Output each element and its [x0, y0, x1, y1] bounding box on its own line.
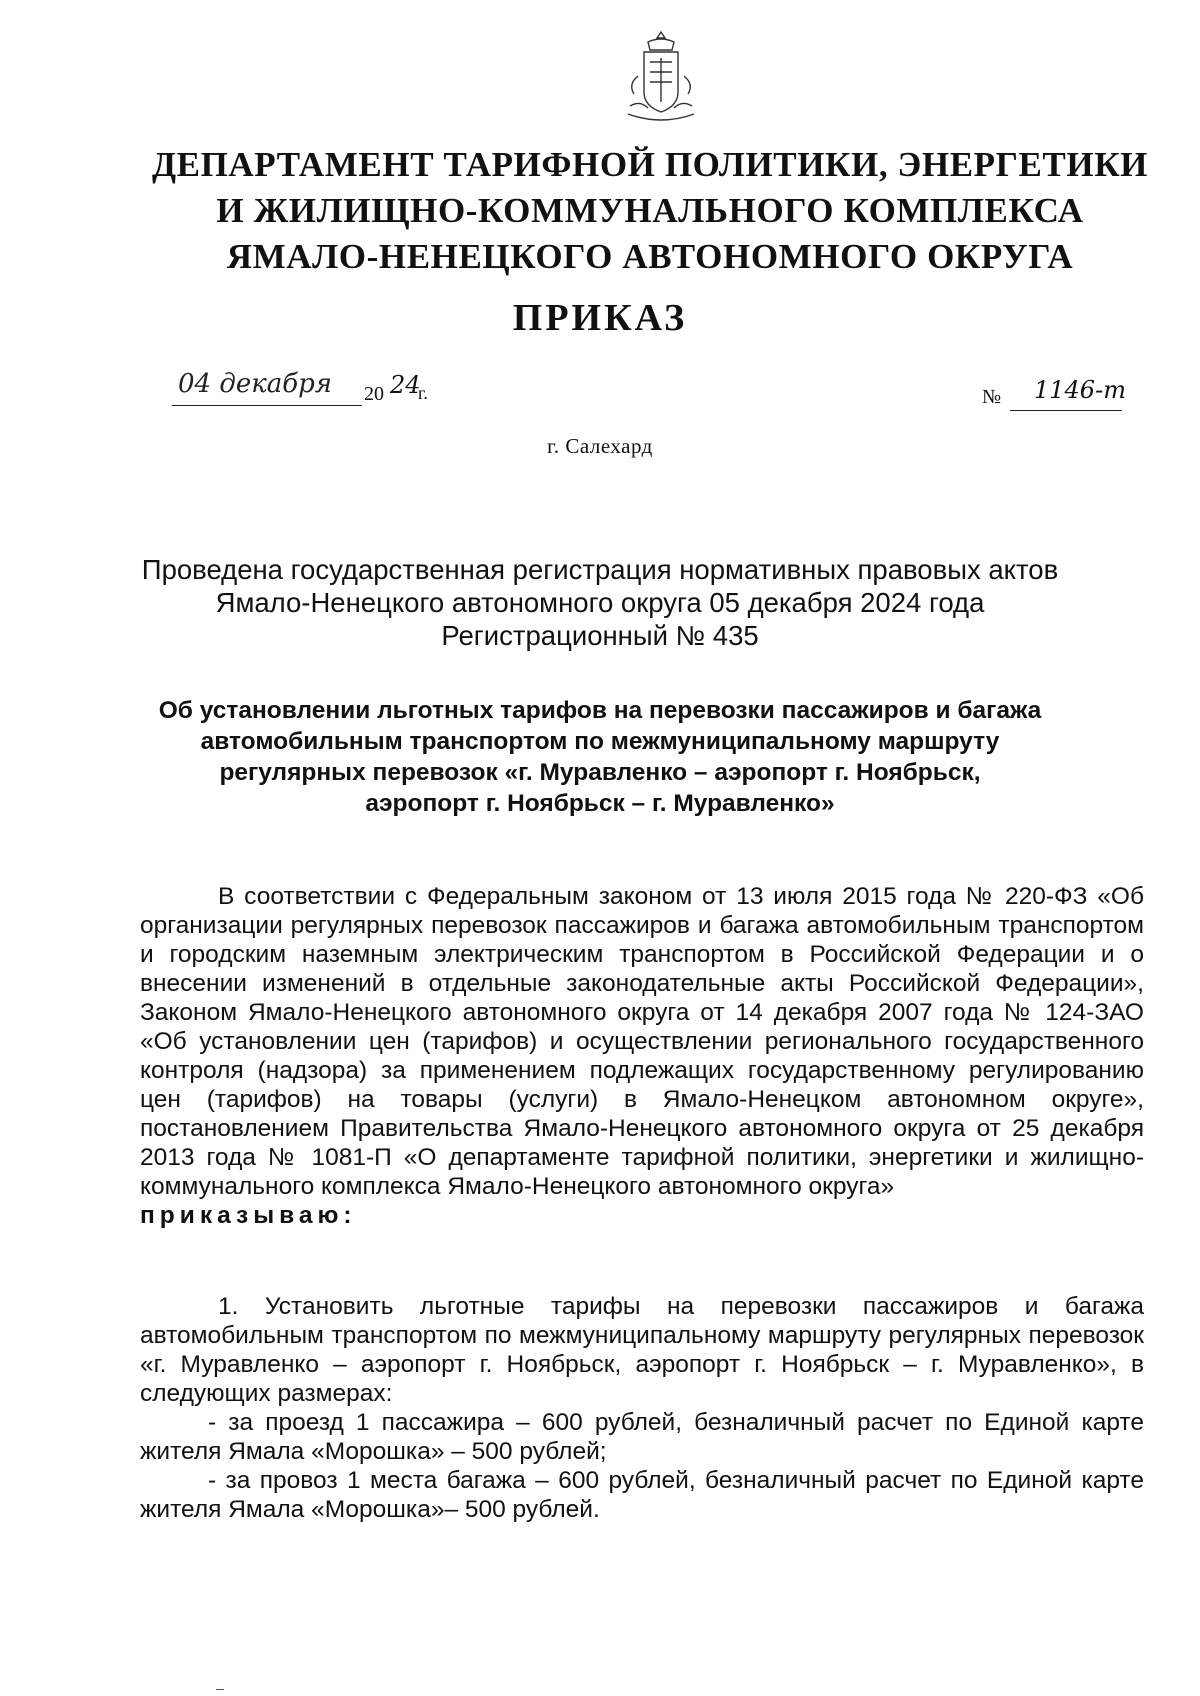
registration-line-1: Проведена государственная регистрация нормативных правовых актов — [141, 554, 1059, 585]
department-line-3: ЯМАЛО-НЕНЕЦКОГО АВТОНОМНОГО ОКРУГА — [226, 237, 1074, 276]
order-word: приказываю: — [140, 1202, 357, 1229]
item-1-text: 1. Установить льготные тарифы на перевозки пассажиров и багажа автомобильным транспортом по межмуниципальному маршруту регулярных перевозок «г. Муравленко – аэропорт г. Ноябрьск, аэропорт г. Ноябрьск – г. Муравленко», в следующих размерах: — [140, 1293, 1144, 1407]
handwritten-year: 24 — [390, 371, 421, 399]
footer-mark: – — [216, 1680, 224, 1696]
document-type-heading: ПРИКАЗ — [512, 297, 688, 339]
number-underline — [1010, 410, 1122, 411]
coat-of-arms-emblem — [620, 28, 702, 128]
registration-line-3: Регистрационный № 435 — [441, 620, 759, 651]
handwritten-number: 1146-т — [1034, 376, 1126, 404]
tariff-passenger: - за проезд 1 пассажира – 600 рублей, безналичный расчет по Единой карте жителя Ямала «Морошка» – 500 рублей; — [140, 1409, 1144, 1465]
number-sign: № — [982, 386, 1002, 408]
preamble-paragraph — [140, 882, 1144, 1230]
handwritten-date: 04 декабря — [178, 369, 332, 399]
date-suffix: г. — [418, 383, 428, 403]
tariff-baggage: - за провоз 1 места багажа – 600 рублей, безналичный расчет по Единой карте жителя Ямала «Морошка»– 500 рублей. — [140, 1467, 1144, 1523]
order-item-1 — [140, 1292, 1144, 1524]
order-date — [172, 369, 432, 415]
department-line-2: И ЖИЛИЩНО-КОММУНАЛЬНОГО КОМПЛЕКСА — [216, 191, 1084, 230]
department-name — [150, 142, 1150, 280]
order-title — [100, 695, 1100, 819]
title-line-4: аэропорт г. Ноябрьск – г. Муравленко» — [365, 790, 835, 817]
date-year-prefix: 20 — [364, 383, 384, 405]
order-number — [982, 376, 1142, 416]
title-line-3: регулярных перевозок «г. Муравленко – аэропорт г. Ноябрьск, — [219, 759, 981, 786]
registration-stamp-text — [100, 553, 1100, 652]
preamble-text: В соответствии с Федеральным законом от 13 июля 2015 года № 220-ФЗ «Об организации регулярных перевозок пассажиров и багажа автомобильным транспортом и городским наземным электрическим транспортом в Российской Федерации и о внесении изменений в отдельные законодательные акты Российской Федерации», Законом Ямало-Ненецкого автономного округа от 14 декабря 2007 года № 124-ЗАО «Об установлении цен (тарифов) и осуществлении регионального государственного контроля (надзора) за применением подлежащих государственному регулированию цен (тарифов) на товары (услуги) в Ямало-Ненецком автономном округе», постановлением Правительства Ямало-Ненецкого автономного округа от 25 декабря 2013 года № 1081-П «О департаменте тарифной политики, энергетики и жилищно-коммунального комплекса Ямало-Ненецкого автономного округа» — [140, 883, 1144, 1200]
title-line-1: Об установлении льготных тарифов на перевозки пассажиров и багажа — [158, 697, 1042, 724]
city-line: г. Салехард — [547, 434, 653, 458]
registration-line-2: Ямало-Ненецкого автономного округа 05 декабря 2024 года — [215, 587, 985, 618]
date-underline — [172, 405, 362, 406]
title-line-2: автомобильным транспортом по межмуниципальному маршруту — [200, 728, 1000, 755]
department-line-1: ДЕПАРТАМЕНТ ТАРИФНОЙ ПОЛИТИКИ, ЭНЕРГЕТИКИ — [151, 145, 1149, 184]
